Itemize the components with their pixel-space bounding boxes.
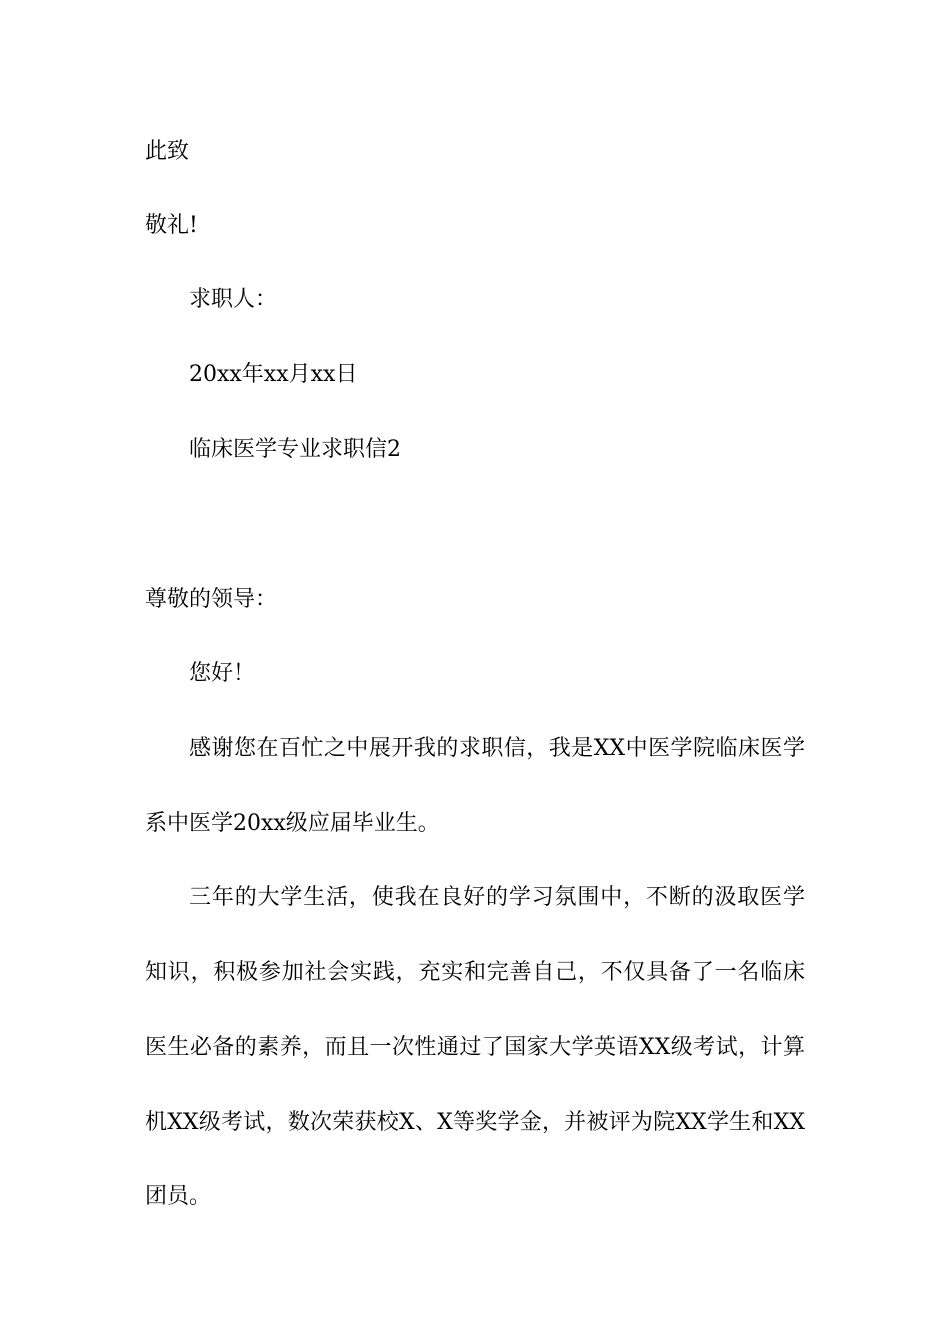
letter-greeting: 您好！ [189, 661, 256, 686]
paragraph1-line2: 系中医学20xx级应届毕业生。 [145, 811, 440, 836]
paragraph2-line1: 三年的大学生活，使我在良好的学习氛围中，不断的汲取医学 [189, 885, 805, 910]
paragraph2-line2: 知识，积极参加社会实践，充实和完善自己，不仅具备了一名临床 [145, 960, 805, 985]
signature-applicant: 求职人： [189, 287, 278, 312]
letter-salutation: 尊敬的领导： [145, 587, 278, 612]
closing-ci-zhi: 此致 [145, 139, 190, 164]
closing-jing-li: 敬礼! [145, 213, 198, 238]
paragraph2-line5: 团员。 [145, 1184, 212, 1209]
signature-date: 20xx年xx月xx日 [189, 362, 358, 387]
paragraph2-line3: 医生必备的素养，而且一次性通过了国家大学英语XX级考试，计算 [145, 1035, 805, 1060]
section-title: 临床医学专业求职信2 [189, 437, 401, 462]
paragraph2-line4: 机XX级考试，数次荣获校X、X等奖学金，并被评为院XX学生和XX [145, 1110, 805, 1135]
paragraph1-line1: 感谢您在百忙之中展开我的求职信，我是XX中医学院临床医学 [189, 736, 805, 761]
